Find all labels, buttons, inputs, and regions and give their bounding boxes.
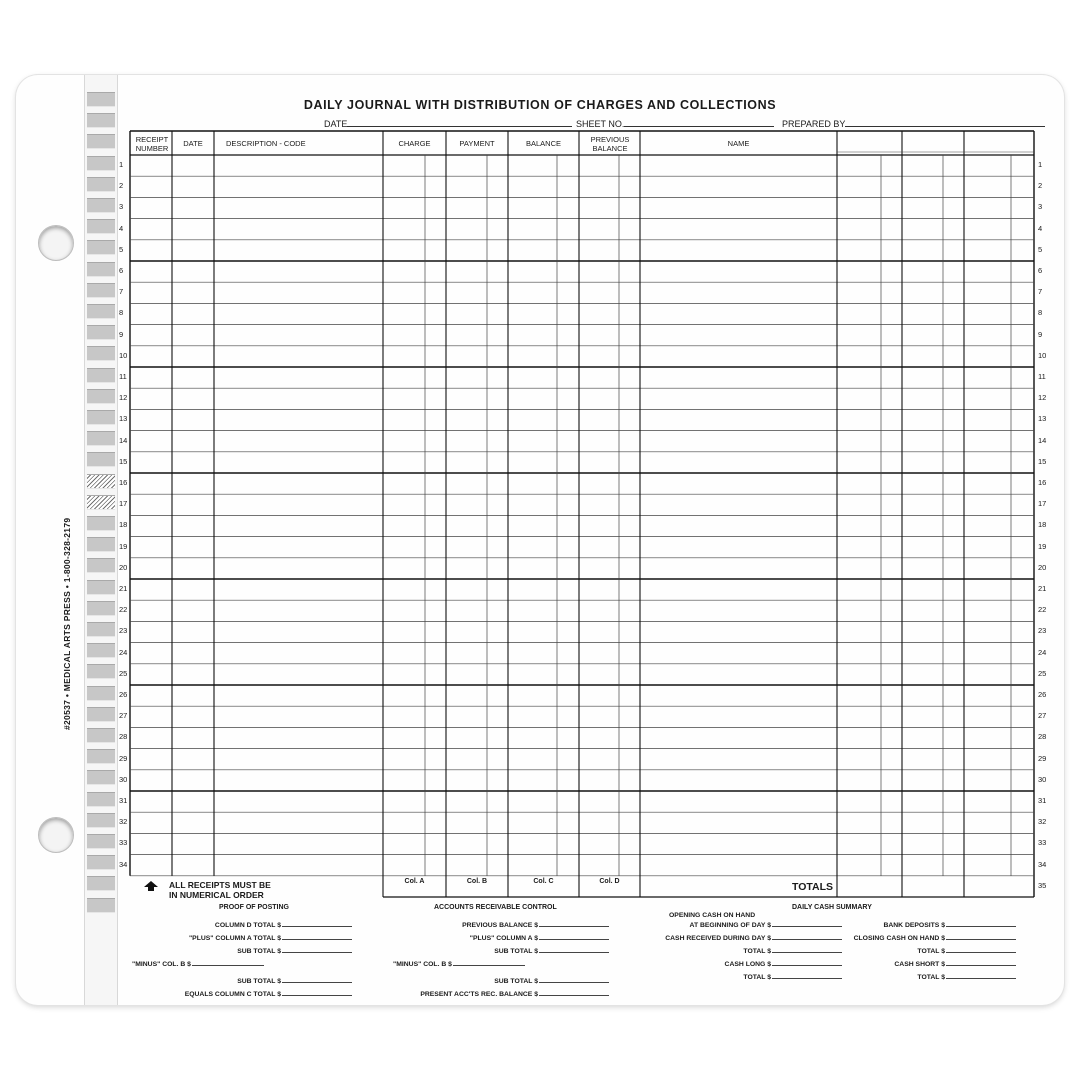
row-number-right: 25 — [1038, 668, 1047, 678]
row-number-left: 30 — [119, 774, 128, 784]
proof-line-2-label: SUB TOTAL $ — [237, 948, 281, 955]
cash-left-1-label: TOTAL $ — [743, 948, 771, 955]
cash-right-1[interactable] — [854, 933, 1016, 942]
row-number-left: 25 — [119, 668, 128, 678]
row-number-right: 1 — [1038, 160, 1043, 169]
cash-right-2[interactable] — [917, 946, 1016, 955]
row-number-right: 23 — [1038, 626, 1047, 636]
date-field[interactable]: DATE — [324, 118, 572, 129]
col-previous-balance: PREVIOUS BALANCE — [590, 135, 630, 153]
ar-line-5-label: PRESENT ACC'TS REC. BALANCE $ — [420, 991, 538, 998]
proof-line-0-label: COLUMN D TOTAL $ — [214, 922, 281, 929]
ar-minus-col-b[interactable] — [393, 959, 525, 968]
row-number-left: 6 — [119, 266, 124, 275]
row-number-right: 2 — [1038, 181, 1043, 191]
cash-right-4[interactable] — [917, 972, 1016, 981]
row-number-left: 26 — [119, 690, 128, 699]
ar-line-1-label: "PLUS" COLUMN A $ — [469, 935, 538, 942]
row-number-right: 24 — [1038, 647, 1047, 657]
cash-opening[interactable] — [690, 920, 842, 929]
col-payment: PAYMENT — [459, 139, 495, 148]
row-number-right: 16 — [1038, 478, 1047, 487]
row-number-left: 10 — [119, 350, 128, 360]
row-number-left: 8 — [119, 308, 124, 318]
ar-control-title: ACCOUNTS RECEIVABLE CONTROL — [434, 904, 557, 911]
row-number-right: 31 — [1038, 796, 1047, 805]
proof-line-4[interactable] — [237, 976, 352, 985]
row-number-left: 18 — [119, 520, 128, 530]
row-number-right: 12 — [1038, 393, 1047, 403]
cash-left-0-label: CASH RECEIVED DURING DAY $ — [665, 935, 771, 942]
row-number-left: 1 — [119, 160, 124, 169]
row-number-right: 14 — [1038, 435, 1047, 445]
row-number-right: 21 — [1038, 584, 1047, 593]
row-number-right: 9 — [1038, 329, 1043, 339]
cash-right-0-label: BANK DEPOSITS $ — [883, 922, 945, 929]
col-receipt-number: RECEIPT NUMBER — [135, 135, 169, 153]
proof-line-2[interactable] — [237, 946, 352, 955]
prepared-by-field[interactable]: PREPARED BY — [782, 118, 1045, 129]
row-number-left: 22 — [119, 605, 128, 615]
proof-line-4-label: SUB TOTAL $ — [237, 978, 281, 985]
row-number-left: 32 — [119, 817, 128, 827]
row-number-right: 4 — [1038, 223, 1043, 233]
row-number-right: 22 — [1038, 605, 1047, 615]
row-number-left: 29 — [119, 753, 128, 763]
row-number-left: 34 — [119, 859, 128, 869]
row-number-left: 20 — [119, 562, 128, 572]
cash-left-2-label: CASH LONG $ — [724, 961, 771, 968]
ar-line-0[interactable] — [462, 920, 609, 929]
arrow-up-icon — [143, 880, 159, 892]
row-number-right: 32 — [1038, 817, 1047, 827]
col-name: NAME — [727, 139, 750, 148]
journal-grid — [16, 75, 1064, 1005]
row-number-right: 33 — [1038, 838, 1047, 848]
proof-line-5-label: EQUALS COLUMN C TOTAL $ — [184, 991, 281, 998]
row-number-left: 13 — [119, 414, 128, 424]
row-number-left: 24 — [119, 647, 128, 657]
proof-line-1[interactable] — [189, 933, 352, 942]
row-number-left: 27 — [119, 711, 128, 721]
row-number-left: 4 — [119, 223, 124, 233]
cash-right-2-label: TOTAL $ — [917, 948, 945, 955]
ar-line-4[interactable] — [494, 976, 609, 985]
row-number-left: 16 — [119, 478, 128, 487]
col-d-label: Col. D — [599, 878, 620, 885]
cash-right-3-label: CASH SHORT $ — [894, 961, 945, 968]
row-number-left: 2 — [119, 181, 124, 191]
row-number-right: 5 — [1038, 244, 1043, 254]
row-number-left: 11 — [119, 372, 127, 381]
row-number-right: 15 — [1038, 456, 1047, 466]
row-number-right: 30 — [1038, 774, 1047, 784]
row-number-right: 27 — [1038, 711, 1047, 721]
col-description-code: DESCRIPTION - CODE — [226, 139, 306, 148]
row-number-right: 28 — [1038, 732, 1047, 742]
col-date: DATE — [183, 139, 203, 148]
receipt-order-notice: ALL RECEIPTS MUST BE IN NUMERICAL ORDER — [169, 880, 271, 900]
proof-minus-col-b[interactable] — [132, 959, 264, 968]
cash-left-3[interactable] — [743, 972, 842, 981]
cash-right-0[interactable] — [883, 920, 1016, 929]
row-number-right: 34 — [1038, 859, 1047, 869]
row-number-left: 14 — [119, 435, 128, 445]
cash-summary-title: DAILY CASH SUMMARY — [792, 904, 872, 911]
row-number-left: 7 — [119, 287, 124, 297]
row-number-right: 26 — [1038, 690, 1047, 699]
ar-line-5[interactable] — [420, 989, 609, 998]
proof-of-posting-title: PROOF OF POSTING — [219, 904, 290, 911]
cash-left-0[interactable] — [665, 933, 842, 942]
row-number-left: 12 — [119, 393, 128, 403]
cash-left-2[interactable] — [725, 959, 842, 968]
row-number-right: 20 — [1038, 562, 1047, 572]
row-number-left: 28 — [119, 732, 128, 742]
row-number-left: 33 — [119, 838, 128, 848]
row-number-right: 13 — [1038, 414, 1047, 424]
cash-left-3-label: TOTAL $ — [743, 974, 771, 981]
row-number-right: 17 — [1038, 499, 1047, 509]
row-number-right: 10 — [1038, 350, 1047, 360]
ar-line-1[interactable] — [470, 933, 609, 942]
cash-left-1[interactable] — [743, 946, 842, 955]
ar-line-2[interactable] — [494, 946, 609, 955]
totals-label: TOTALS — [792, 881, 834, 893]
journal-sheet — [16, 75, 1064, 1005]
row-number-right: 29 — [1038, 753, 1047, 763]
row-number-right: 6 — [1038, 266, 1043, 275]
cash-right-1-label: CLOSING CASH ON HAND $ — [853, 935, 945, 942]
col-charge: CHARGE — [398, 139, 431, 148]
row-number-left: 9 — [119, 329, 124, 339]
ar-line-4-label: SUB TOTAL $ — [494, 978, 538, 985]
row-number-left: 23 — [119, 626, 128, 636]
opening-cash-line1: OPENING CASH ON HAND — [669, 912, 756, 919]
row-number-right: 11 — [1038, 372, 1046, 381]
cash-opening-label: AT BEGINNING OF DAY $ — [689, 922, 771, 929]
cash-right-4-label: TOTAL $ — [917, 974, 945, 981]
row-number-left: 17 — [119, 499, 128, 509]
cash-right-3[interactable] — [894, 959, 1016, 968]
sheet-no-field[interactable]: SHEET NO. — [576, 118, 774, 129]
ar-line-2-label: SUB TOTAL $ — [494, 948, 538, 955]
ar-line-0-label: PREVIOUS BALANCE $ — [462, 922, 538, 929]
col-balance: BALANCE — [525, 139, 561, 148]
row-number-left: 15 — [119, 456, 128, 466]
publisher-text: #20537 • MEDICAL ARTS PRESS • 1-800-328-2179 — [62, 517, 72, 730]
proof-line-1-label: "PLUS" COLUMN A TOTAL $ — [188, 935, 281, 942]
col-a-label: Col. A — [404, 878, 425, 885]
row-number-right: 35 — [1038, 880, 1047, 890]
form-title: DAILY JOURNAL WITH DISTRIBUTION OF CHARGES AND COLLECTIONS — [303, 98, 777, 112]
proof-line-0[interactable] — [215, 920, 352, 929]
row-number-right: 8 — [1038, 308, 1043, 318]
row-number-right: 19 — [1038, 541, 1047, 551]
row-number-left: 3 — [119, 202, 124, 212]
row-number-left: 31 — [119, 796, 128, 805]
row-number-right: 18 — [1038, 520, 1047, 530]
row-number-right: 7 — [1038, 287, 1043, 297]
col-c-label: Col. C — [533, 878, 554, 885]
row-number-left: 19 — [119, 541, 128, 551]
row-number-left: 21 — [119, 584, 128, 593]
row-number-left: 5 — [119, 244, 124, 254]
proof-minus-col-b-label: "MINUS" COL. B $ — [132, 961, 191, 968]
row-number-right: 3 — [1038, 202, 1043, 212]
col-b-label: Col. B — [466, 878, 488, 885]
ar-minus-col-b-label: "MINUS" COL. B $ — [393, 961, 452, 968]
proof-line-5[interactable] — [185, 989, 352, 998]
